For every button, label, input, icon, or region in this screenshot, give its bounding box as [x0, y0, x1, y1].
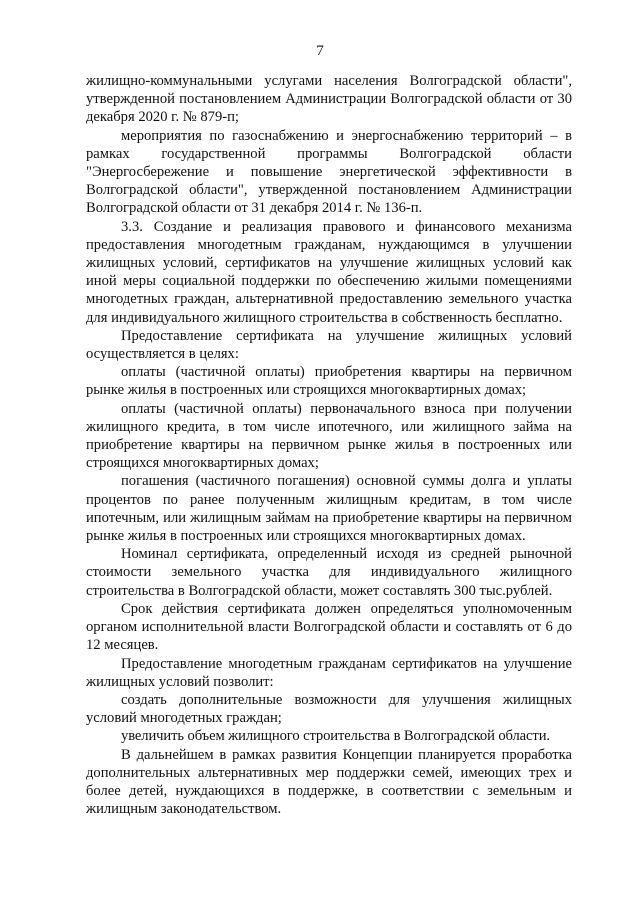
paragraph: 3.3. Создание и реализация правового и финансового механизма предоставления многодетным гражданам, нуждающимся в улучшении жилищных условий, сертификатов на улучшение жилищных условий как иной меры социальной поддержки по обеспечению жилыми помещениями многодетных граждан, альтернативной предоставлению земельного участка для индивидуального жилищного строительства в собственность бесплатно.: [86, 218, 572, 326]
paragraph: Предоставление сертификата на улучшение жилищных условий осуществляется в целях:: [86, 327, 572, 363]
paragraph: В дальнейшем в рамках развития Концепции планируется проработка дополнительных альтернативных мер поддержки семей, имеющих трех и более детей, нуждающихся в поддержке, в соответствии с земельным и жилищным законодательством.: [86, 746, 572, 818]
paragraph: мероприятия по газоснабжению и энергоснабжению территорий – в рамках государственной программы Волгоградской области "Энергосбережение и повышение энергетической эффективности в Волгоградской области", утвержденной постановлением Администрации Волгоградской области от 31 декабря 2014 г. № 136-п.: [86, 127, 572, 217]
paragraph: жилищно-коммунальными услугами населения Волгоградской области", утвержденной постановлением Администрации Волгоградской области от 30 декабря 2020 г. № 879-п;: [86, 73, 572, 126]
paragraph: Срок действия сертификата должен определяться уполномоченным органом исполнительной власти Волгоградской области и составлять от 6 до 12 месяцев.: [86, 600, 572, 654]
paragraph: Номинал сертификата, определенный исходя из средней рыночной стоимости земельного участка для индивидуального жилищного строительства в Волгоградской области, может составлять 300 тыс.рублей.: [86, 546, 572, 599]
paragraph: Предоставление многодетным гражданам сертификатов на улучшение жилищных условий позволит:: [86, 655, 572, 690]
paragraph: оплаты (частичной оплаты) приобретения квартиры на первичном рынке жилья в построенных или строящихся многоквартирных домах;: [86, 364, 572, 399]
body-text: [86, 72, 572, 818]
paragraph: оплаты (частичной оплаты) первоначального взноса при получении жилищного кредита, в том числе ипотечного, или жилищного займа на приобретение квартиры на первичном рынке жилья в построенных или строящихся многоквартирных домах;: [86, 400, 572, 472]
paragraph: погашения (частичного погашения) основной суммы долга и уплаты процентов по ранее полученным жилищным кредитам, в том числе ипотечным, или жилищным займам на приобретение квартиры на первичном рынке жилья в построенных или строящихся многоквартирных домах.: [86, 473, 572, 545]
paragraph: создать дополнительные возможности для улучшения жилищных условий многодетных граждан;: [86, 691, 572, 727]
page-number: 7: [316, 43, 324, 59]
paragraph: увеличить объем жилищного строительства в Волгоградской области.: [121, 728, 550, 745]
